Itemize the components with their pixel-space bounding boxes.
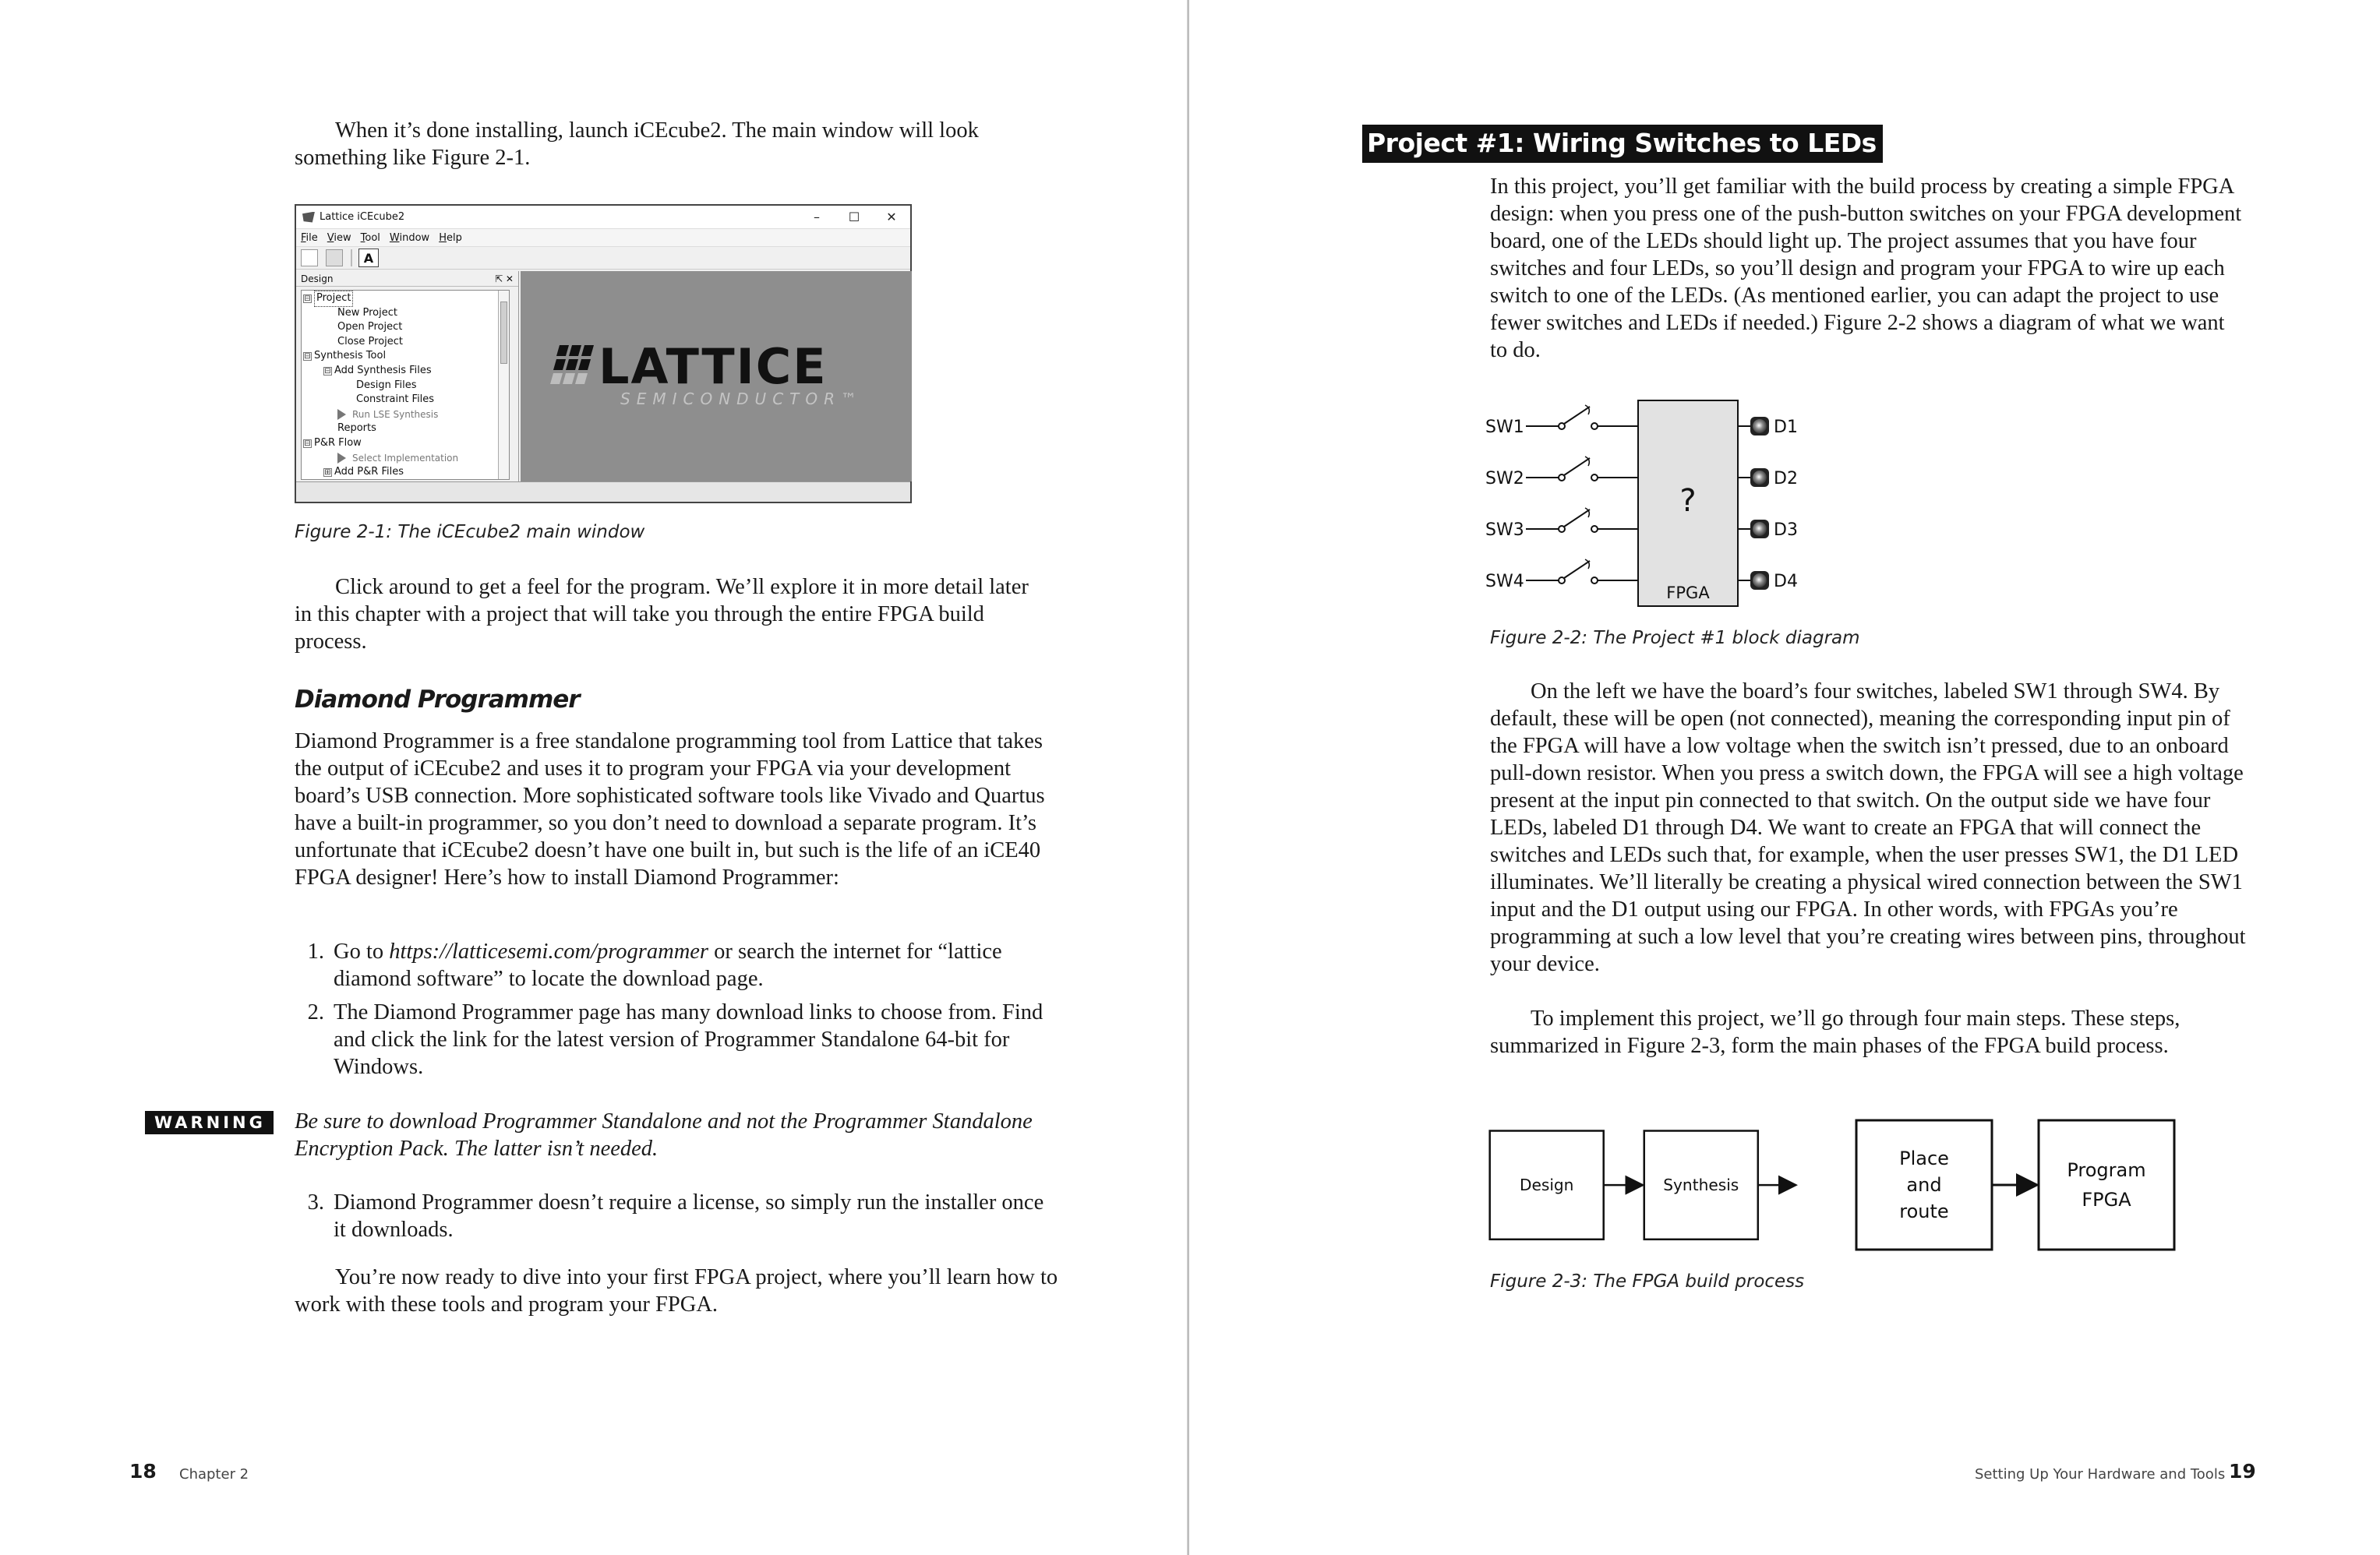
ready-paragraph: You’re now ready to dive into your first FPGA project, where you’ll learn how to work with these tools and program your FPGA. <box>295 1265 1058 1317</box>
led-row <box>1738 468 1798 488</box>
menu-help[interactable]: Help <box>439 231 462 244</box>
toolbar-separator <box>351 249 352 266</box>
place-route-label: route <box>1899 1201 1949 1222</box>
tree-item[interactable]: Reports <box>337 422 376 435</box>
figure-2-2-caption: Figure 2-2: The Project #1 block diagram <box>1490 628 1860 648</box>
synthesis-step-label: Synthesis <box>1663 1175 1739 1194</box>
switch-label: SW2 <box>1485 469 1524 488</box>
left-page <box>0 0 1188 1555</box>
right-page <box>1189 0 2380 1555</box>
four-steps-paragraph: To implement this project, we’ll go through four main steps. These steps, summarized in Figure 2-3, form the main phases of the FPGA build process. <box>1490 1007 2180 1058</box>
icecube-window-figure <box>295 204 912 503</box>
build-process-diagram <box>1488 1117 1855 1254</box>
list-item: 1. Go to https://latticesemi.com/programmer or search the internet for “lattice diamond software” to locate the download page. <box>307 940 1002 991</box>
click-around-paragraph: Click around to get a feel for the program. We’ll explore it in more detail later in this chapter with a project that will take you through the entire FPGA build process. <box>295 575 1029 654</box>
panel-float-close-icon[interactable]: ⇱ ✕ <box>495 273 514 284</box>
tree-scrollbar[interactable] <box>498 291 509 479</box>
open-folder-icon[interactable] <box>326 249 343 266</box>
tree-item[interactable]: Constraint Files <box>356 393 435 406</box>
switch-row <box>1485 559 1638 591</box>
menu-tool[interactable]: Tool <box>360 231 380 244</box>
diamond-programmer-paragraph: Diamond Programmer is a free standalone programming tool from Lattice that takes the output of iCEcube2 and uses it to program your FPGA via your development board’s USB connection. More sophisticated software tools like Vivado and Quartus have a built-in programmer, so you don’t need to download a separate program. It’s unfortunate that iCEcube2 doesn’t have one built in, but such is the life of an iCE40 FPGA designer! Here’s how to install Diamond Programmer: <box>295 729 1045 890</box>
list-item: 2. The Diamond Programmer page has many download links to choose from. Find and click the link for the latest version of Programmer Standalone 64-bit for Windows. <box>307 1000 1043 1079</box>
scrollbar-thumb[interactable] <box>500 301 507 364</box>
icecube-menubar <box>296 229 910 246</box>
switch-row <box>1485 457 1638 488</box>
design-panel-title: Design <box>301 273 334 284</box>
design-panel-header <box>296 271 518 287</box>
led-row <box>1738 571 1798 591</box>
figure-2-3-caption: Figure 2-3: The FPGA build process <box>1490 1271 1805 1292</box>
page-number: 19 <box>2229 1460 2256 1483</box>
program-fpga-step-box <box>2039 1120 2174 1250</box>
lattice-logo-subtitle: SEMICONDUCTOR™ <box>620 390 863 408</box>
project-intro-paragraph: In this project, you’ll get familiar with the build process by creating a simple FPGA design: when you press one of the push-button switches on your FPGA development board, one of the LEDs should light up. The project assumes that you have four switches and four LEDs, so you’ll design and program your FPGA to wire up each switch to one of the LEDs. (As mentioned earlier, you can adapt the project to use fewer switches and LEDs if needed.) Figure 2-2 shows a diagram of what we want to do. <box>1490 175 2242 362</box>
switch-label: SW4 <box>1485 572 1524 591</box>
figure-2-1-caption: Figure 2-1: The iCEcube2 main window <box>295 522 645 542</box>
switch-row <box>1485 508 1638 540</box>
page-number: 18 <box>129 1460 157 1483</box>
fpga-block-label: FPGA <box>1666 584 1710 602</box>
lattice-splash-canvas <box>521 271 912 481</box>
new-file-icon[interactable] <box>301 249 318 266</box>
lattice-logo-word: LATTICE <box>599 338 828 395</box>
run-triangle-icon <box>337 409 346 420</box>
led-row <box>1738 520 1798 540</box>
programmer-url[interactable]: https://latticesemi.com/programmer <box>389 940 709 964</box>
switches-explanation-paragraph: On the left we have the board’s four switches, labeled SW1 through SW4. By default, these will be open (not connected), meaning the corresponding input pin of the FPGA will have a low voltage when the switch isn’t pressed, due to an onboard pull-down resistor. When you press a switch down, the FPGA will see a high voltage present at the input pin connected to that switch. On the output side we have four LEDs, labeled D1 through D4. We want to create an FPGA that will connect the switches and LEDs such that, for example, when the user presses SW1, the D1 LED illuminates. We’ll literally be creating a physical wired connection between the SW1 input and the D1 output using our FPGA. In other words, with FPGAs you’re programming at such a low level that you’re creating wires between pins, throughout your device. <box>1490 679 2246 976</box>
led-row <box>1738 417 1798 437</box>
run-triangle-icon <box>337 453 346 464</box>
close-icon[interactable]: ✕ <box>886 210 897 224</box>
icecube-window-title: Lattice iCEcube2 <box>320 211 405 223</box>
tree-item[interactable]: ⊞ Add P&R Files <box>324 466 404 478</box>
design-step-label: Design <box>1519 1175 1574 1194</box>
fpga-question-mark: ? <box>1679 483 1697 519</box>
warning-badge: WARNING <box>145 1111 274 1134</box>
tree-item[interactable]: Run LSE Synthesis <box>302 407 509 422</box>
lattice-grid-logo-icon <box>549 345 595 400</box>
icecube-toolbar <box>296 246 910 270</box>
program-fpga-label: Program <box>2067 1159 2146 1181</box>
led-label: D1 <box>1774 418 1798 437</box>
diamond-programmer-heading: Diamond Programmer <box>295 686 580 714</box>
build-process-diagram-cont <box>1852 1117 2288 1254</box>
led-label: D4 <box>1774 572 1798 591</box>
tree-item[interactable]: New Project <box>337 306 397 319</box>
font-a-icon[interactable]: A <box>358 249 379 267</box>
tree-item[interactable]: Close Project <box>337 335 404 347</box>
project-1-heading: Project #1: Wiring Switches to LEDs <box>1362 125 1883 163</box>
program-fpga-label: FPGA <box>2082 1189 2131 1211</box>
menu-file[interactable]: File <box>301 231 318 244</box>
design-panel <box>296 271 519 481</box>
tree-item[interactable]: Select Implementation <box>302 451 509 466</box>
led-label: D2 <box>1774 469 1798 488</box>
tree-item[interactable]: Design Files <box>356 379 417 391</box>
design-tree <box>301 290 510 480</box>
switch-label: SW3 <box>1485 520 1524 540</box>
tree-item[interactable]: Open Project <box>337 321 403 333</box>
menu-window[interactable]: Window <box>389 231 430 244</box>
icecube-titlebar <box>296 206 910 229</box>
place-route-label: and <box>1906 1174 1942 1196</box>
running-footer: Chapter 2 <box>179 1466 249 1483</box>
lattice-app-icon <box>302 212 315 223</box>
install-steps-list <box>290 938 1061 1081</box>
switch-row <box>1485 405 1638 437</box>
maximize-icon[interactable]: ☐ <box>848 210 860 224</box>
tree-item[interactable]: ⊟ P&R Flow <box>304 436 362 449</box>
install-steps-list-cont <box>290 1189 1061 1243</box>
menu-view[interactable]: View <box>327 231 351 244</box>
switch-label: SW1 <box>1485 418 1524 437</box>
intro-paragraph: When it’s done installing, launch iCEcube2. The main window will look something like Figure 2-1. <box>295 118 979 170</box>
minimize-icon[interactable]: – <box>814 210 820 224</box>
tree-item[interactable]: ⊟ Project <box>302 291 509 306</box>
list-item: 3. Diamond Programmer doesn’t require a license, so simply run the installer once it downloads. <box>307 1190 1044 1242</box>
warning-text: Be sure to download Programmer Standalone and not the Programmer Standalone Encryption Pack. The latter isn’t needed. <box>295 1109 1033 1161</box>
place-route-label: Place <box>1899 1148 1949 1169</box>
tree-item[interactable]: ⊟ Synthesis Tool <box>304 350 387 362</box>
tree-item[interactable]: ⊟ Add Synthesis Files <box>324 364 432 376</box>
running-header: Setting Up Your Hardware and Tools <box>1975 1466 2226 1483</box>
icecube-statusbar <box>296 481 910 502</box>
project-block-diagram <box>1485 390 1798 615</box>
led-label: D3 <box>1774 520 1798 540</box>
